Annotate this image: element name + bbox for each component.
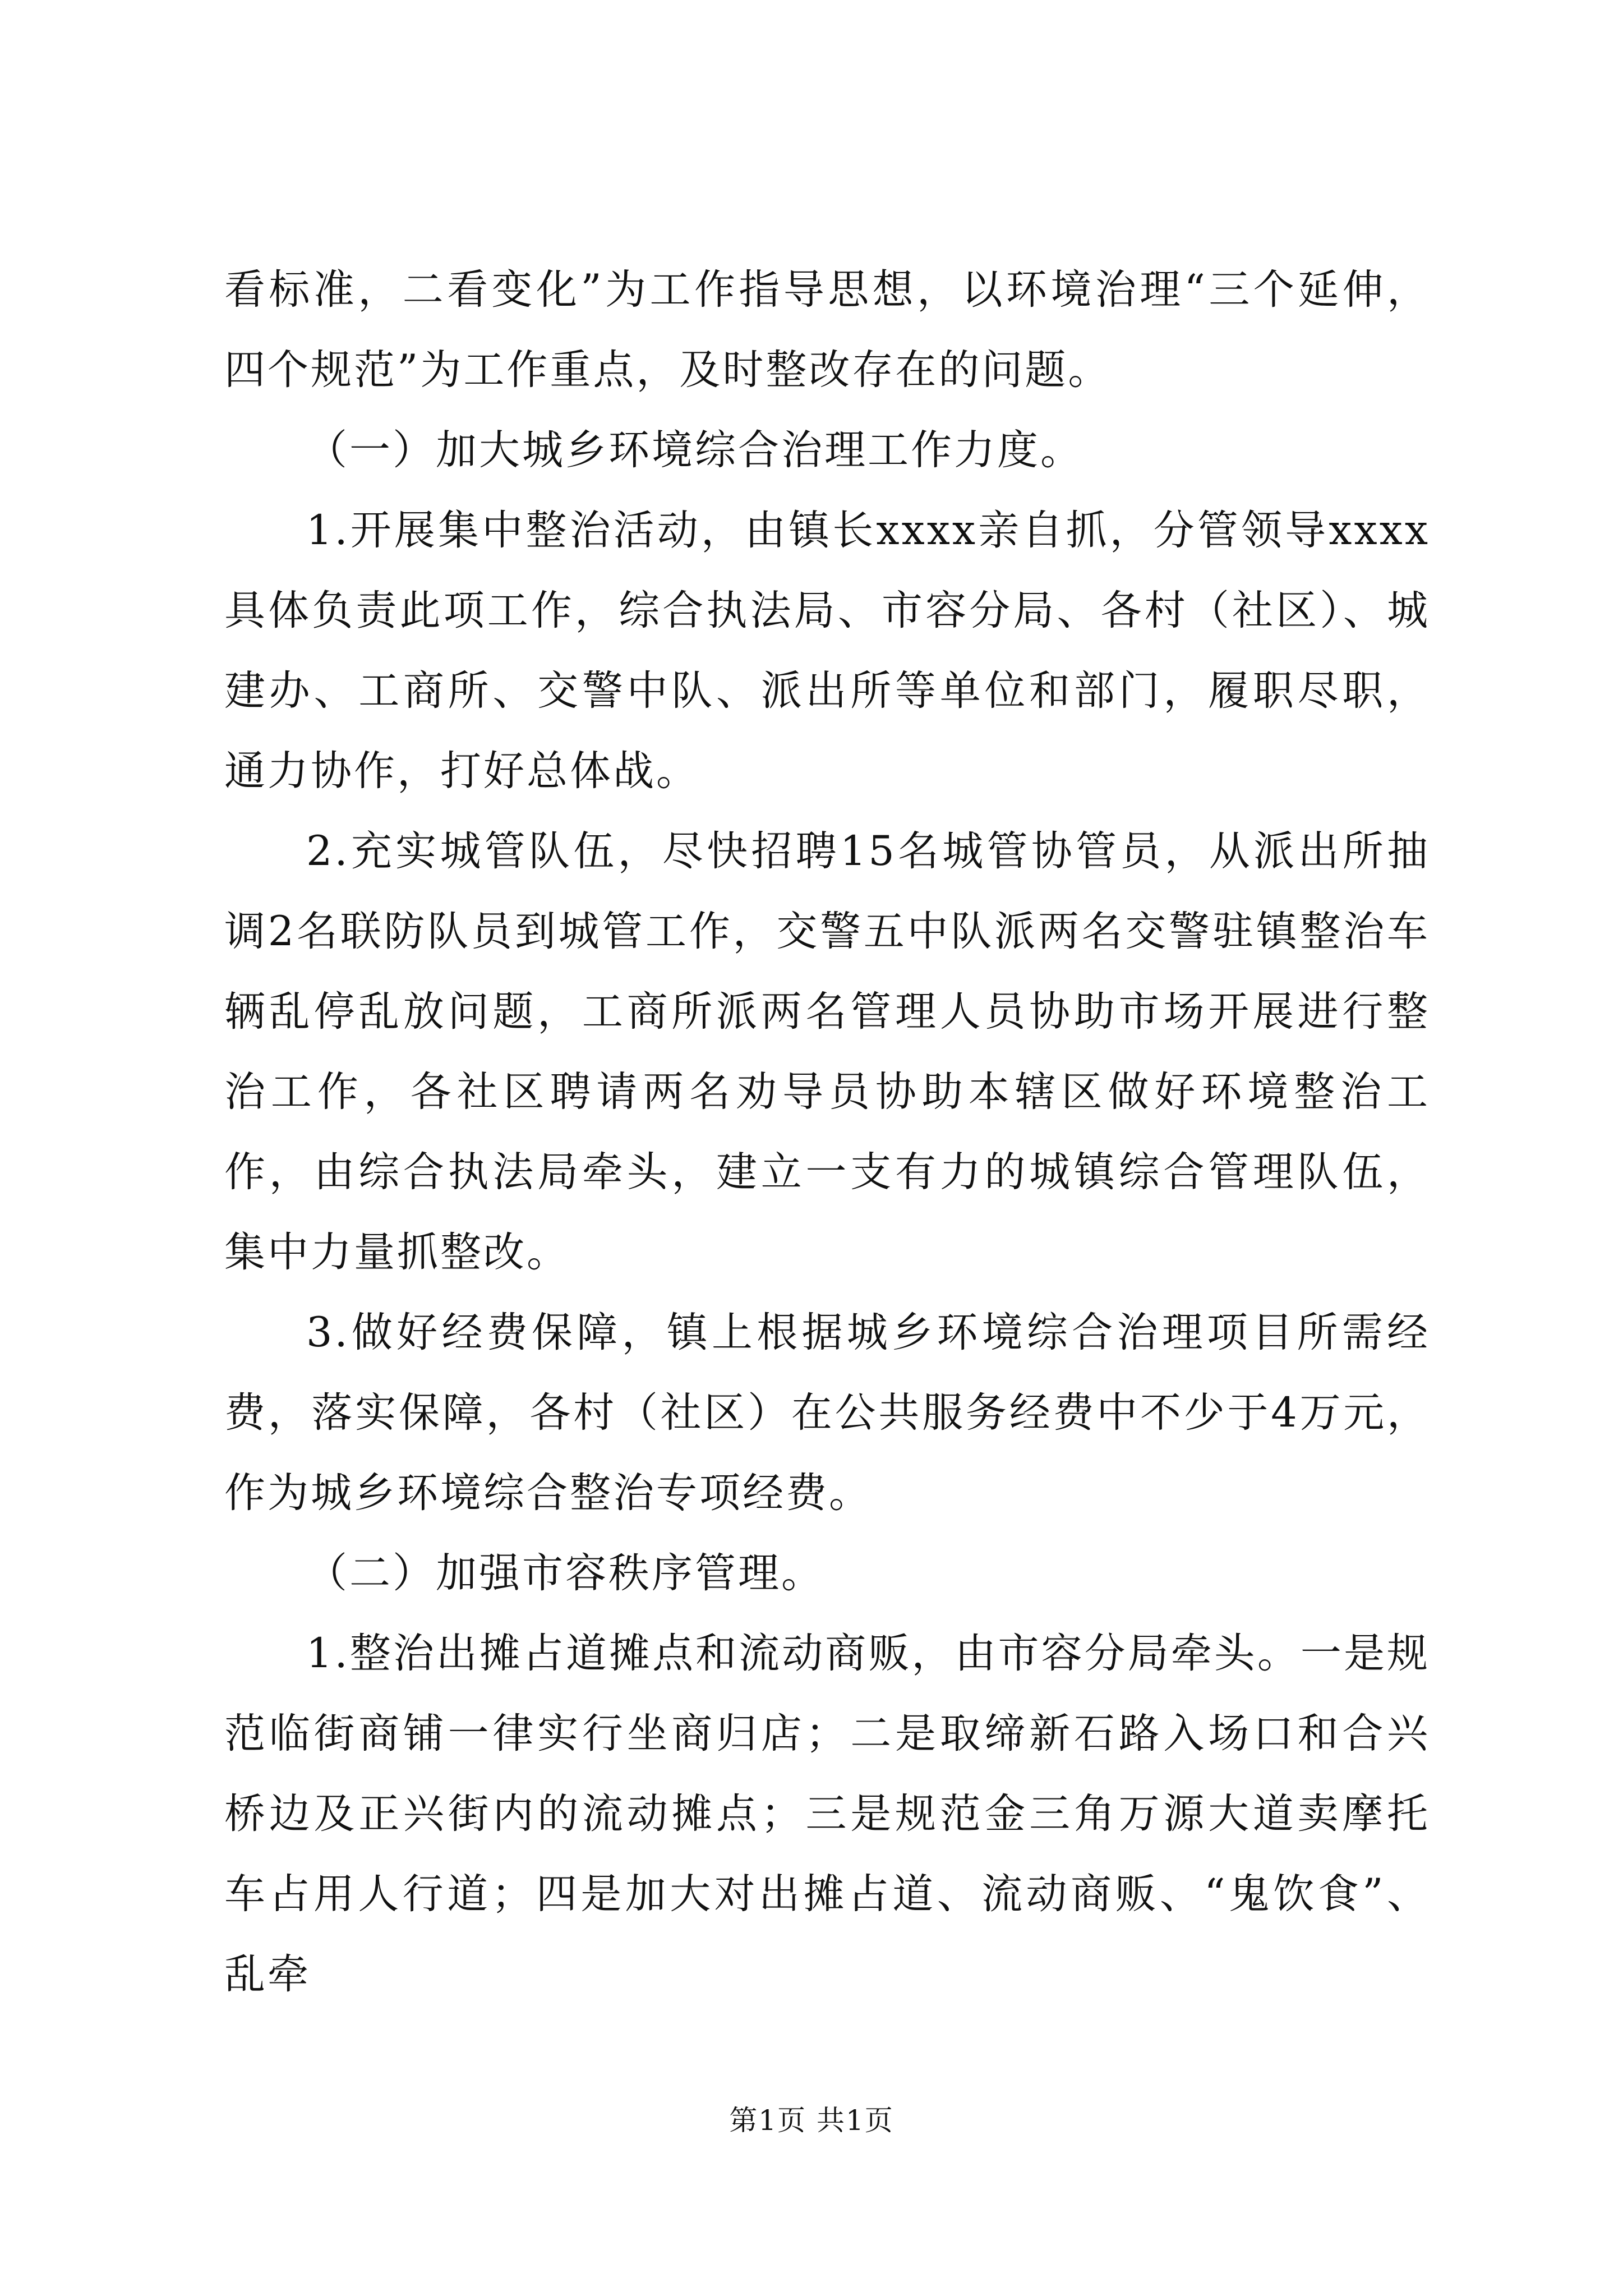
paragraph-item-1-1: 1.开展集中整治活动，由镇长xxxx亲自抓，分管领导xxxx具体负责此项工作，综合执法局、市容分局、各村（社区）、城建办、工商所、交警中队、派出所等单位和部门，履职尽职，通力协作，打好总体战。 — [224, 507, 1430, 795]
paragraph-item-1-3: 3.做好经费保障，镇上根据城乡环境综合治理项目所需经费，落实保障，各村（社区）在公共服务经费中不少于4万元，作为城乡环境综合整治专项经费。 — [224, 1309, 1430, 1517]
paragraph-item-2-1: 1.整治出摊占道摊点和流动商贩，由市容分局牵头。一是规范临街商铺一律实行坐商归店；二是取缔新石路入场口和合兴桥边及正兴街内的流动摊点；三是规范金三角万源大道卖摩托车占用人行道；四是加大对出摊占道、流动商贩、“鬼饮食”、乱牵 — [224, 1630, 1430, 1998]
section-heading-2: （二）加强市容秩序管理。 — [306, 1549, 824, 1597]
section-heading-1: （一）加大城乡环境综合治理工作力度。 — [306, 426, 1083, 474]
document-body — [224, 250, 1430, 2014]
page-footer: 第1页 共1页 — [729, 2104, 894, 2137]
paragraph-item-1-2: 2.充实城管队伍，尽快招聘15名城管协管员，从派出所抽调2名联防队员到城管工作，交警五中队派两名交警驻镇整治车辆乱停乱放问题，工商所派两名管理人员协助市场开展进行整治工作，各社区聘请两名劝导员协助本辖区做好环境整治工作，由综合执法局牵头，建立一支有力的城镇综合管理队伍，集中力量抓整改。 — [224, 827, 1430, 1276]
paragraph-continuation: 看标准，二看变化”为工作指导思想，以环境治理“三个延伸，四个规范”为工作重点，及时整改存在的问题。 — [224, 266, 1430, 394]
